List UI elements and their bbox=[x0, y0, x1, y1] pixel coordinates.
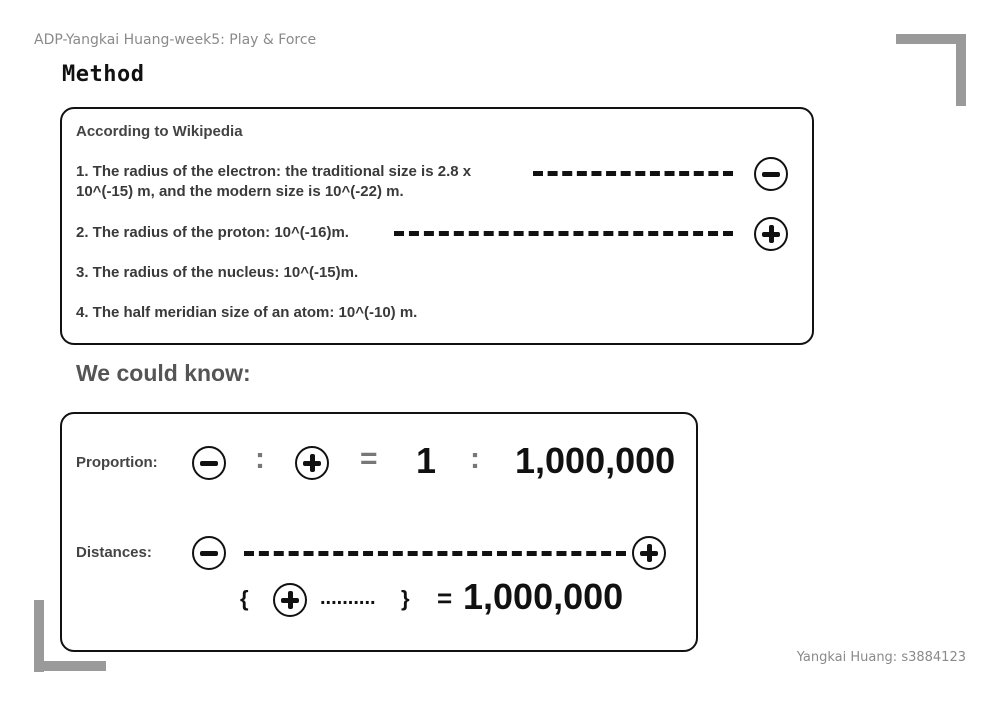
wiki-item-4: 4. The half meridian size of an atom: 10^(-10) m. bbox=[76, 304, 418, 321]
wiki-item-3: 3. The radius of the nucleus: 10^(-15)m. bbox=[76, 264, 359, 281]
minus-circle-icon bbox=[192, 446, 226, 480]
minus-circle-icon bbox=[192, 536, 226, 570]
plus-circle-icon bbox=[295, 446, 329, 480]
brace-close: } bbox=[401, 586, 410, 611]
plus-circle-icon bbox=[754, 217, 788, 251]
corner-top-v bbox=[956, 34, 966, 106]
distance-dash-line bbox=[244, 551, 626, 556]
wiki-item-1-line2: 10^(-15) m, and the modern size is 10^(-22) m. bbox=[76, 183, 404, 200]
distance-equals: = bbox=[437, 583, 453, 613]
page-footer: Yangkai Huang: s3884123 bbox=[796, 650, 966, 665]
minus-circle-icon bbox=[754, 157, 788, 191]
electron-dash-line bbox=[533, 171, 733, 176]
distance-value: 1,000,000 bbox=[463, 576, 624, 617]
wiki-item-1-line1: 1. The radius of the electron: the traditional size is 2.8 x bbox=[76, 163, 472, 180]
ratio-right: 1,000,000 bbox=[515, 440, 676, 481]
proportion-colon: : bbox=[255, 442, 265, 475]
conclusion-heading: We could know: bbox=[76, 360, 251, 386]
corner-bottom-h bbox=[34, 661, 106, 671]
distances-label: Distances: bbox=[76, 544, 152, 561]
proton-dash-line bbox=[394, 231, 733, 236]
proportion-label: Proportion: bbox=[76, 454, 158, 471]
proportion-equals: = bbox=[360, 442, 378, 475]
dots: .......... bbox=[320, 587, 376, 609]
ratio-colon: : bbox=[470, 442, 480, 475]
wiki-heading: According to Wikipedia bbox=[76, 123, 243, 140]
plus-circle-icon bbox=[273, 583, 307, 617]
wiki-item-2: 2. The radius of the proton: 10^(-16)m. bbox=[76, 224, 349, 241]
page-title: Method bbox=[62, 62, 145, 87]
ratio-left: 1 bbox=[416, 440, 437, 481]
brace-open: { bbox=[240, 586, 249, 611]
plus-circle-icon bbox=[632, 536, 666, 570]
page-header: ADP-Yangkai Huang-week5: Play & Force bbox=[34, 32, 317, 48]
